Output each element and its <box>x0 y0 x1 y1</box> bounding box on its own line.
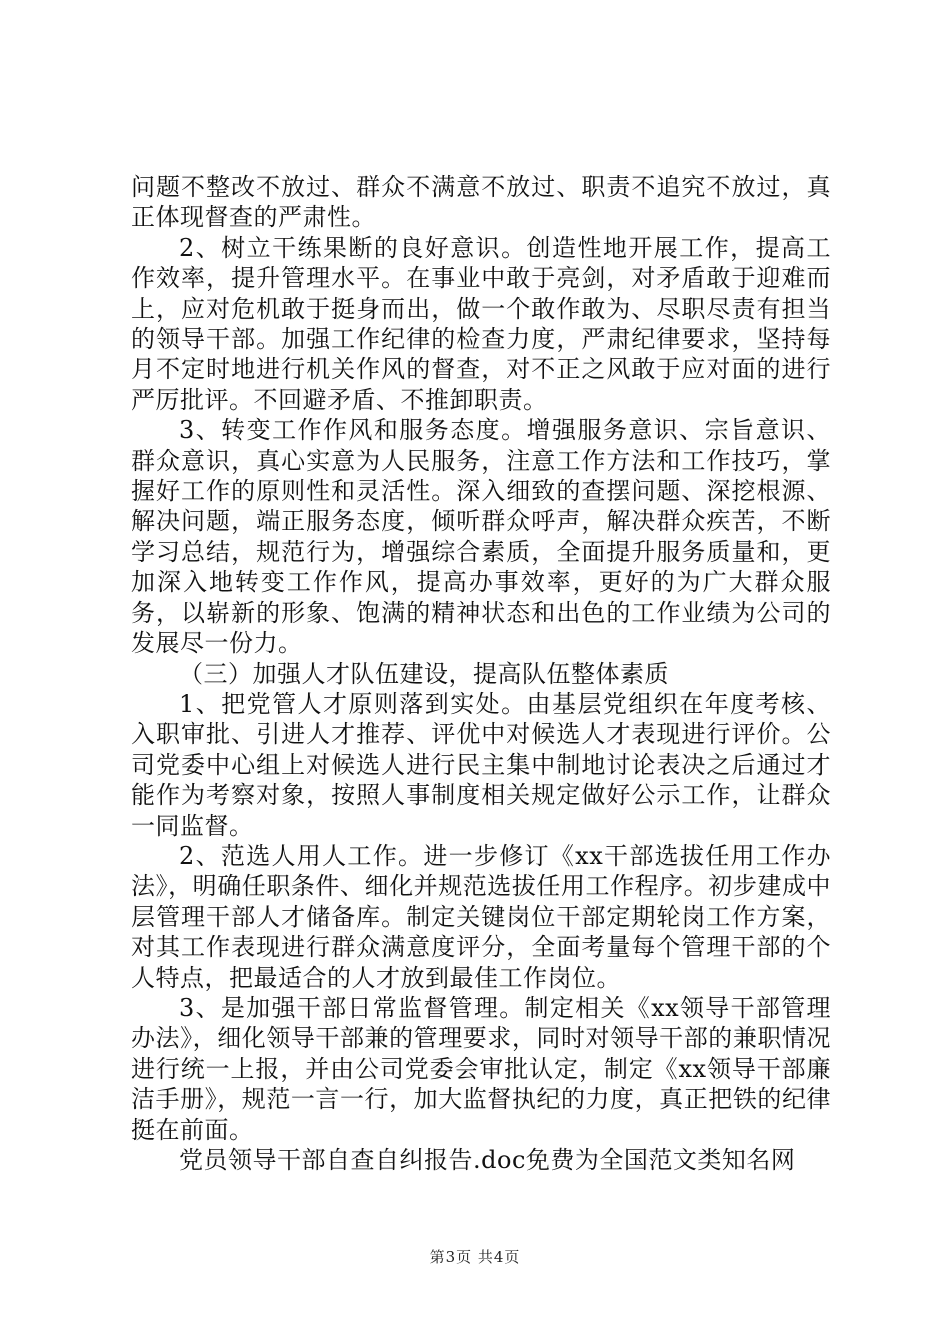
page-footer: 第3页 共4页 <box>429 1248 521 1266</box>
document-body <box>131 172 831 1175</box>
paragraph-continuation: 问题不整改不放过、群众不满意不放过、职责不追究不放过，真正体现督查的严肃性。 <box>131 173 831 232</box>
paragraph-item-1-party-talent: 1、把党管人才原则落到实处。由基层党组织在年度考核、入职审批、引进人才推荐、评优中对候选人才表现进行评价。公司党委中心组上对候选人进行民主集中制地讨论表决之后通过才能作为考察对象，按照人事制度相关规定做好公示工作，让群众一同监督。 <box>131 689 831 840</box>
paragraph-item-2-selection: 2、范选人用人工作。进一步修订《xx干部选拔任用工作办法》，明确任职条件、细化并规范选拔任用工作程序。初步建成中层管理干部人才储备库。制定关键岗位干部定期轮岗工作方案，对其工作表现进行群众满意度评分，全面考量每个管理干部的个人特点，把最适合的人才放到最佳工作岗位。 <box>131 841 831 992</box>
paragraph-source-note: 党员领导干部自查自纠报告.doc免费为全国范文类知名网 <box>179 1146 796 1174</box>
paragraph-item-3-supervision: 3、是加强干部日常监督管理。制定相关《xx领导干部管理办法》，细化领导干部兼的管理要求，同时对领导干部的兼职情况进行统一上报，并由公司党委会审批认定，制定《xx领导干部廉洁手册》，规范一言一行，加大监督执纪的力度，真正把铁的纪律挺在前面。 <box>131 993 831 1144</box>
paragraph-item-2-decisive-awareness: 2、树立干练果断的良好意识。创造性地开展工作，提高工作效率，提升管理水平。在事业中敢于亮剑，对矛盾敢于迎难而上，应对危机敢于挺身而出，做一个敢作敢为、尽职尽责有担当的领导干部。加强工作纪律的检查力度，严肃纪律要求，坚持每月不定时地进行机关作风的督查，对不正之风敢于应对面的进行严厉批评。不回避矛盾、不推卸职责。 <box>131 233 831 414</box>
section-heading-talent-team: （三）加强人才队伍建设，提高队伍整体素质 <box>179 659 669 688</box>
paragraph-item-3-work-style: 3、转变工作作风和服务态度。增强服务意识、宗旨意识、群众意识，真心实意为人民服务，注意工作方法和工作技巧，掌握好工作的原则性和灵活性。深入细致的查摆问题、深挖根源、解决问题，端正服务态度，倾听群众呼声，解决群众疾苦，不断学习总结，规范行为，增强综合素质，全面提升服务质量和，更加深入地转变工作作风，提高办事效率，更好的为广大群众服务，以崭新的形象、饱满的精神状态和出色的工作业绩为公司的发展尽一份力。 <box>131 416 831 658</box>
